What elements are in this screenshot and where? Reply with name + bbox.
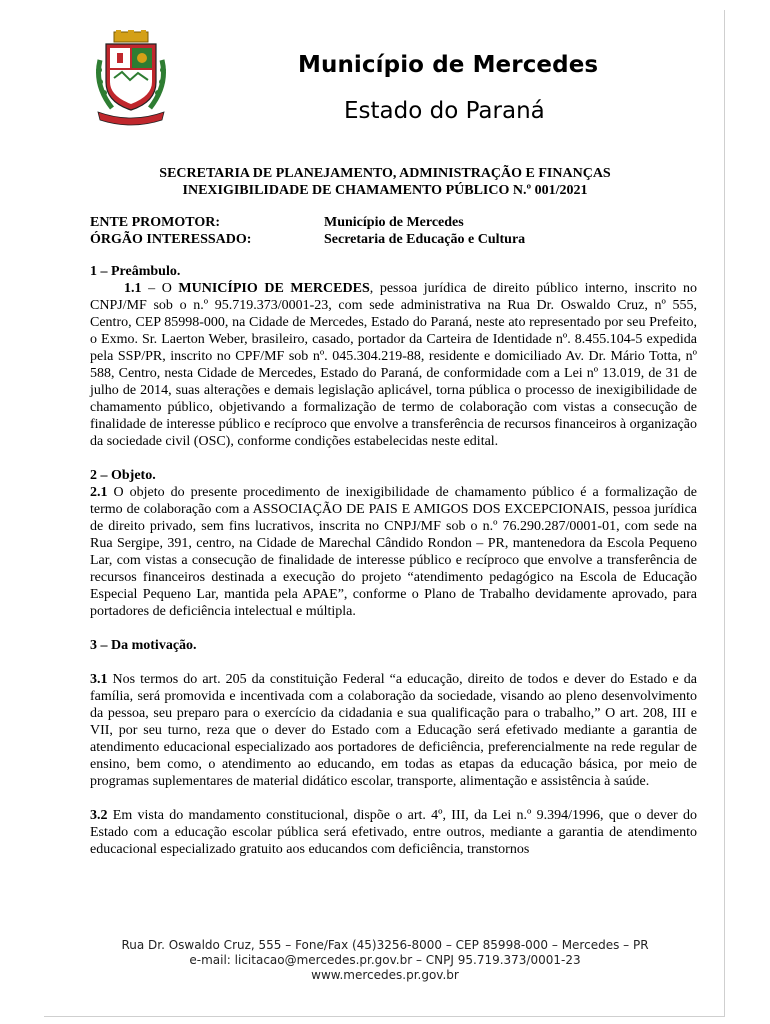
section-1-1-number: 1.1	[124, 281, 142, 296]
section-2-paragraph	[90, 484, 697, 620]
section-1-1-entity: MUNICÍPIO DE MERCEDES	[178, 281, 370, 296]
promoter-row	[90, 214, 525, 231]
footer-website: www.mercedes.pr.gov.br	[311, 968, 459, 982]
section-3-2-number: 3.2	[90, 808, 108, 823]
section-1-paragraph	[90, 280, 697, 450]
interested-body-row	[90, 231, 525, 248]
heading-line-notice: INEXIGIBILIDADE DE CHAMAMENTO PÚBLICO N.º 001/2021	[182, 183, 588, 198]
coat-of-arms-logo	[92, 30, 170, 126]
page-footer	[90, 938, 680, 983]
interested-body-label: ÓRGÃO INTERESSADO:	[90, 232, 252, 247]
promoter-label: ENTE PROMOTOR:	[90, 215, 221, 230]
document-body	[90, 263, 697, 858]
section-2-1-text: O objeto do presente procedimento de inexigibilidade de chamamento público é a formalização de termo de colaboração com a ASSOCIAÇÃO DE PAIS E AMIGOS DOS EXCEPCIONAIS, pessoa jurídica de direito privado, sem fins lucrativos, inscrita no CNPJ/MF sob o n.º 76.290.287/0001-01, com sede na Rua Sergipe, 391, centro, na Cidade de Marechal Cândido Rondon – PR, mantenedora da Escola Pequeno Lar, com vistas a consecução de finalidade de interesse público e recíproco que envolve a transferência de recursos financeiros destinada a execução do projeto “atendimento pedagógico na Escola de Educação Especial Pequeno Lar, mantida pela APAE”, conforme o Plano de Trabalho devidamente aprovado, para portadores de deficiência intelectual e múltipla.	[90, 485, 697, 619]
state-subtitle: Estado do Paraná	[344, 98, 545, 124]
section-3-1-number: 3.1	[90, 672, 108, 687]
heading-line-secretariat: SECRETARIA DE PLANEJAMENTO, ADMINISTRAÇÃO E FINANÇAS	[159, 166, 611, 181]
section-3-2-paragraph	[90, 807, 697, 858]
section-3-2-text: Em vista do mandamento constitucional, dispõe o art. 4º, III, da Lei n.º 9.394/1996, que o dever do Estado com a educação escolar pública será efetivado, entre outros, mediante a garantia de atendimento educacional especializado gratuito aos educandos com deficiência, transtornos	[90, 808, 697, 857]
section-2-1-number: 2.1	[90, 485, 108, 500]
section-1-1-text: , pessoa jurídica de direito público interno, inscrito no CNPJ/MF sob o n.º 95.719.373/0001-23, com sede administrativa na Rua Dr. Oswaldo Cruz, nº 555, Centro, CEP 85998-000, na Cidade de Mercedes, Estado do Paraná, neste ato representado por seu Prefeito, o Exmo. Sr. Laerton Weber, brasileiro, casado, portador da Carteira de Identidade nº. 8.455.104-5 expedida pela SSP/PR, inscrito no CPF/MF sob nº. 045.304.219-88, residente e domiciliado Av. Dr. Mário Totta, nº 588, Centro, nesta Cidade de Mercedes, Estado do Paraná, de conformidade com a Lei nº 13.019, de 31 de julho de 2014, suas alterações e demais legislação aplicável, torna pública o processo de inexigibilidade de chamamento público, objetivando a formalização de termo de colaboração com vistas a consecução de finalidade de interesse público e recíproco que envolve a transferência de recursos financeiros à organização da sociedade civil (OSC), conforme condições estabelecidas neste edital.	[90, 281, 697, 449]
footer-email: e-mail: licitacao@mercedes.pr.gov.br – CNPJ 95.719.373/0001-23	[189, 953, 581, 967]
section-3-1-paragraph	[90, 671, 697, 790]
section-3-title: 3 – Da motivação.	[90, 638, 197, 653]
interested-body-value: Secretaria de Educação e Cultura	[324, 232, 526, 247]
promoter-value: Município de Mercedes	[324, 215, 464, 230]
section-1-title: 1 – Preâmbulo.	[90, 264, 181, 279]
section-1-1-dash: – O	[141, 281, 179, 296]
footer-address: Rua Dr. Oswaldo Cruz, 555 – Fone/Fax (45)3256-8000 – CEP 85998-000 – Mercedes – PR	[121, 938, 649, 952]
parties-block	[90, 214, 525, 248]
document-heading	[90, 165, 680, 199]
section-2-title: 2 – Objeto.	[90, 468, 156, 483]
section-3-1-text: Nos termos do art. 205 da constituição Federal “a educação, direito de todos e dever do Estado e da família, será promovida e incentivada com a colaboração da sociedade, visando ao pleno desenvolvimento da pessoa, seu preparo para o exercício da cidadania e sua qualificação para o trabalho,” O art. 208, III e VII, por seu turno, reza que o dever do Estado com a Educação será efetivado mediante a garantia de atendimento educacional especializado aos portadores de deficiência, preferencialmente na rede regular de ensino, bem como, o atendimento ao educando, em todas as etapas da educação básica, por meio de programas suplementares de material didático escolar, transporte, alimentação e assistência à saúde.	[90, 672, 697, 789]
municipality-title: Município de Mercedes	[298, 52, 599, 78]
